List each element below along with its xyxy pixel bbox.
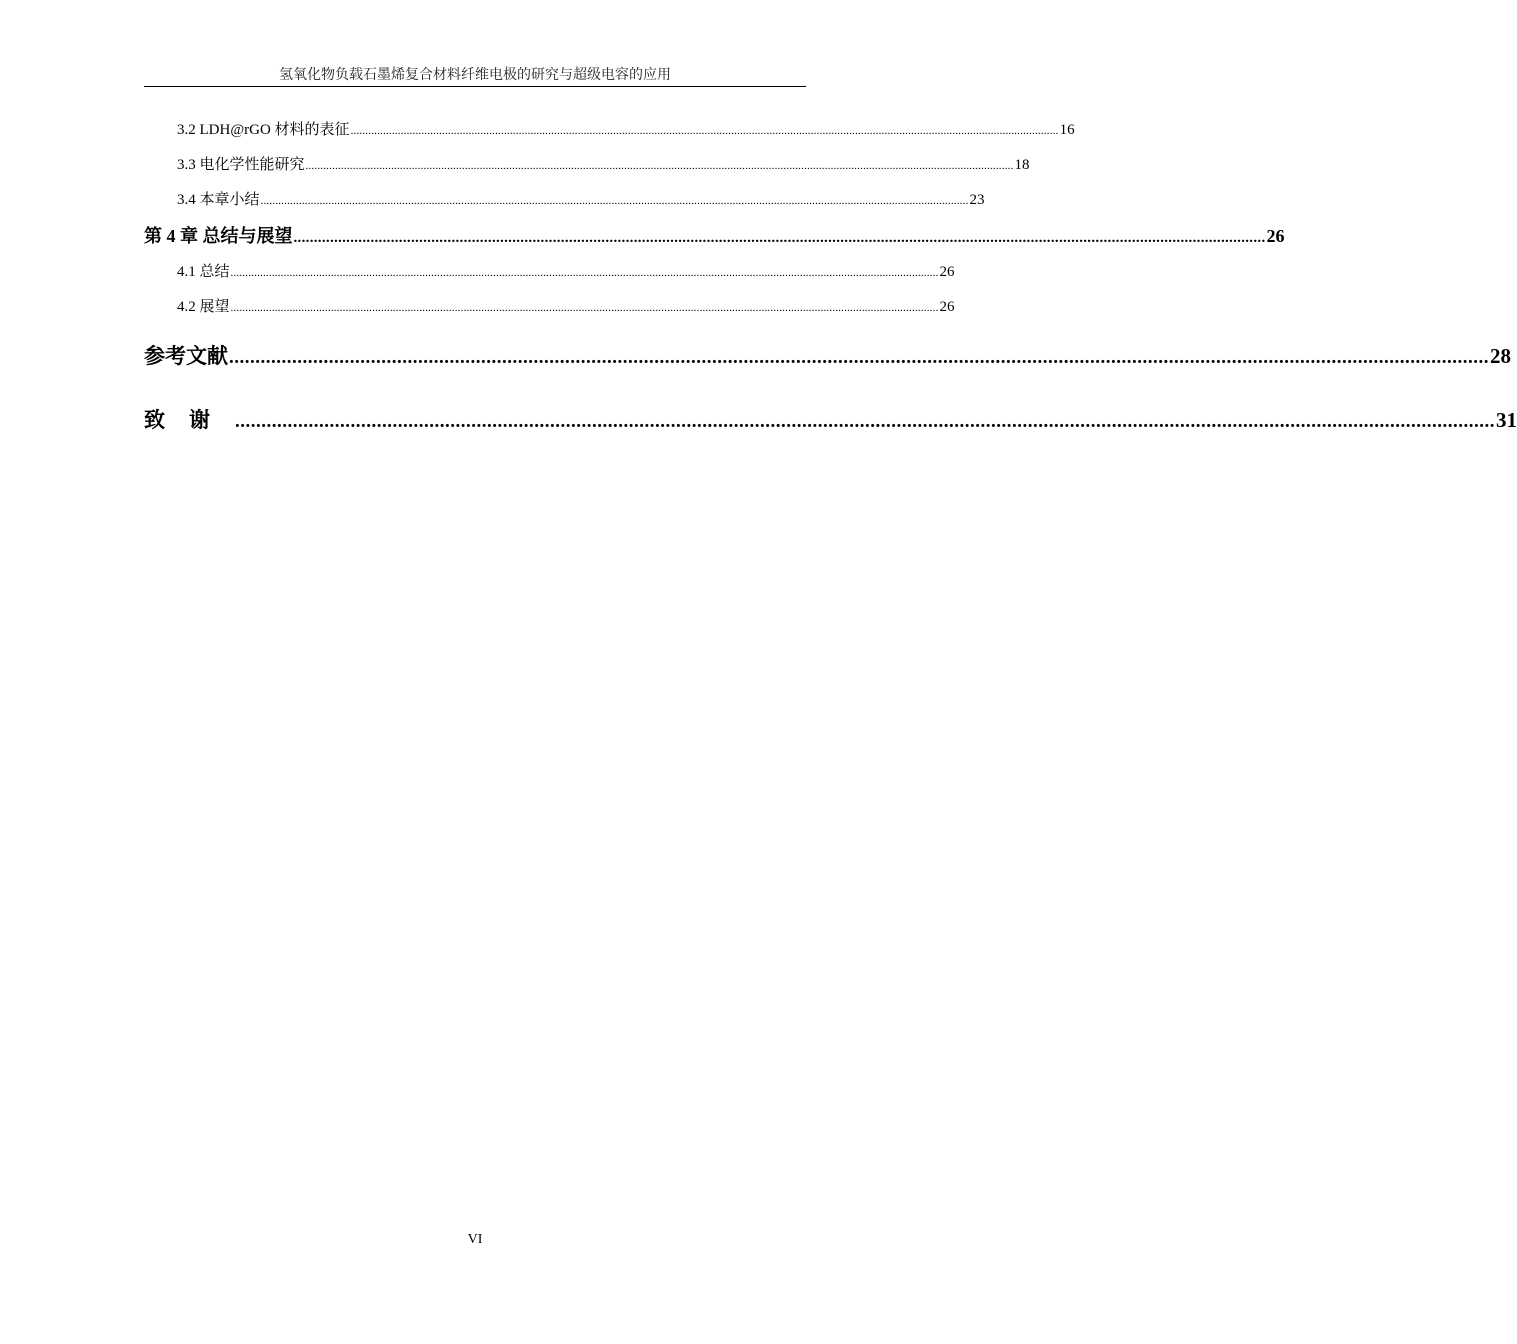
page-number: VI [467,1232,483,1247]
toc-entry-3-4[interactable] [177,188,985,209]
toc-entry-page: 18 [1014,157,1030,173]
dot-leader: ................................................................................................................................................................................................................................................ [230,302,939,314]
dot-leader: ................................................................................................................................................................................................................................................ [230,267,939,279]
toc-entry-references[interactable] [144,340,1511,370]
toc-entry-acknowledgements[interactable] [144,404,1517,434]
dot-leader: ................................................................................................................................................................................................................................................ [305,160,1014,172]
toc-entry-page: 28 [1490,344,1511,368]
toc-entry-label: 3.2 LDH@rGO 材料的表征 [177,122,350,138]
running-header: 氢氧化物负载石墨烯复合材料纤维电极的研究与超级电容的应用 [279,68,671,83]
toc-entry-page: 26 [939,264,955,280]
toc-entry-4-1[interactable] [177,260,955,281]
toc-entry-label: 4.1 总结 [177,264,230,280]
dot-leader: ................................................................................................................................................................................................................................................ [229,347,1489,368]
toc-entry-page: 23 [969,192,985,208]
toc-entry-page: 16 [1059,122,1075,138]
toc-entry-chapter-4[interactable] [144,222,1285,248]
toc-entry-4-2[interactable] [177,295,955,316]
dot-leader: ................................................................................................................................................................................................................................................ [293,230,1266,246]
toc-entry-label: 4.2 展望 [177,299,230,315]
dot-leader: ................................................................................................................................................................................................................................................ [350,125,1059,137]
toc-entry-3-3[interactable] [177,153,1030,174]
header-rule [144,86,806,87]
toc-entry-label: 参考文献 [144,344,228,368]
toc-entry-page: 26 [1266,226,1285,246]
toc-entry-label: 第 4 章 总结与展望 [144,226,293,246]
toc-entry-page: 26 [939,299,955,315]
dot-leader: ................................................................................................................................................................................................................................................ [235,411,1495,432]
toc-entry-label: 3.4 本章小结 [177,192,260,208]
toc-entry-3-2[interactable] [177,118,1075,139]
toc-entry-label: 致谢 [144,408,234,432]
toc-entry-page: 31 [1496,408,1517,432]
toc-entry-label: 3.3 电化学性能研究 [177,157,305,173]
dot-leader: ................................................................................................................................................................................................................................................ [260,195,969,207]
